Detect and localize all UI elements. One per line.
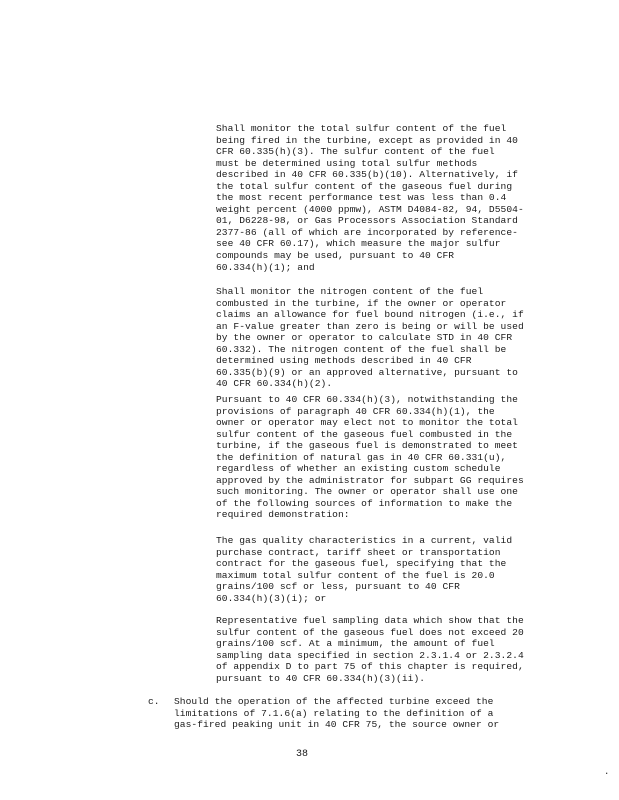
paragraph-fuel-sampling-data: Representative fuel sampling data which show that the sulfur content of the gaseous fuel does not exceed 20 grains/100 scf. At a minimum, the amount of fuel sampling data specified in section 2.3.1.4 or 2.3.2.4 of appendix D to part 75 of this chapter is required, pursuant to 40 CFR 60.334(h)(3)(ii).: [216, 615, 524, 684]
scan-edge-mark: .: [604, 767, 610, 777]
paragraph-sulfur-monitoring: Shall monitor the total sulfur content of the fuel being fired in the turbine, except as provided in 40 CFR 60.335(h)(3). The sulfur content of the fuel must be determined using total sulfur methods described in 40 CFR 60.335(b)(10). Alternatively, if the total sulfur content of the gaseous fuel during the most recent performance test was less than 0.4 weight percent (4000 ppmw), ASTM D4084-82, 94, D5504- 01, D6228-98, or Gas Processors Association Standard 2377-86 (all of which are incorporated by reference- see 40 CFR 60.17), which measure the major sulfur compounds may be used, pursuant to 40 CFR 60.334(h)(1); and: [216, 123, 524, 273]
paragraph-natural-gas-exemption: Pursuant to 40 CFR 60.334(h)(3), notwithstanding the provisions of paragraph 40 CFR 60.334(h)(1), the owner or operator may elect not to monitor the total sulfur content of the gaseous fuel combusted in the turbine, if the gaseous fuel is demonstrated to meet the definition of natural gas in 40 CFR 60.331(u), regardless of whether an existing custom schedule approved by the administrator for subpart GG requires such monitoring. The owner or operator shall use one of the following sources of information to make the required demonstration:: [216, 394, 524, 521]
list-item-marker: c.: [148, 696, 160, 707]
page-number: 38: [296, 749, 309, 760]
paragraph-peaking-unit-operation: Should the operation of the affected turbine exceed the limitations of 7.1.6(a) relating to the definition of a gas-fired peaking unit in 40 CFR 75, the source owner or: [174, 696, 500, 731]
paragraph-gas-quality-contract: The gas quality characteristics in a current, valid purchase contract, tariff sheet or transportation contract for the gaseous fuel, specifying that the maximum total sulfur content of the fuel is 20.0 grains/100 scf or less, pursuant to 40 CFR 60.334(h)(3)(i); or: [216, 535, 513, 604]
paragraph-nitrogen-monitoring: Shall monitor the nitrogen content of the fuel combusted in the turbine, if the owner or operator claims an allowance for fuel bound nitrogen (i.e., if an F-value greater than zero is being or will be used by the owner or operator to calculate STD in 40 CFR 60.332). The nitrogen content of the fuel shall be determined using methods described in 40 CFR 60.335(b)(9) or an approved alternative, pursuant to 40 CFR 60.334(h)(2).: [216, 286, 524, 390]
